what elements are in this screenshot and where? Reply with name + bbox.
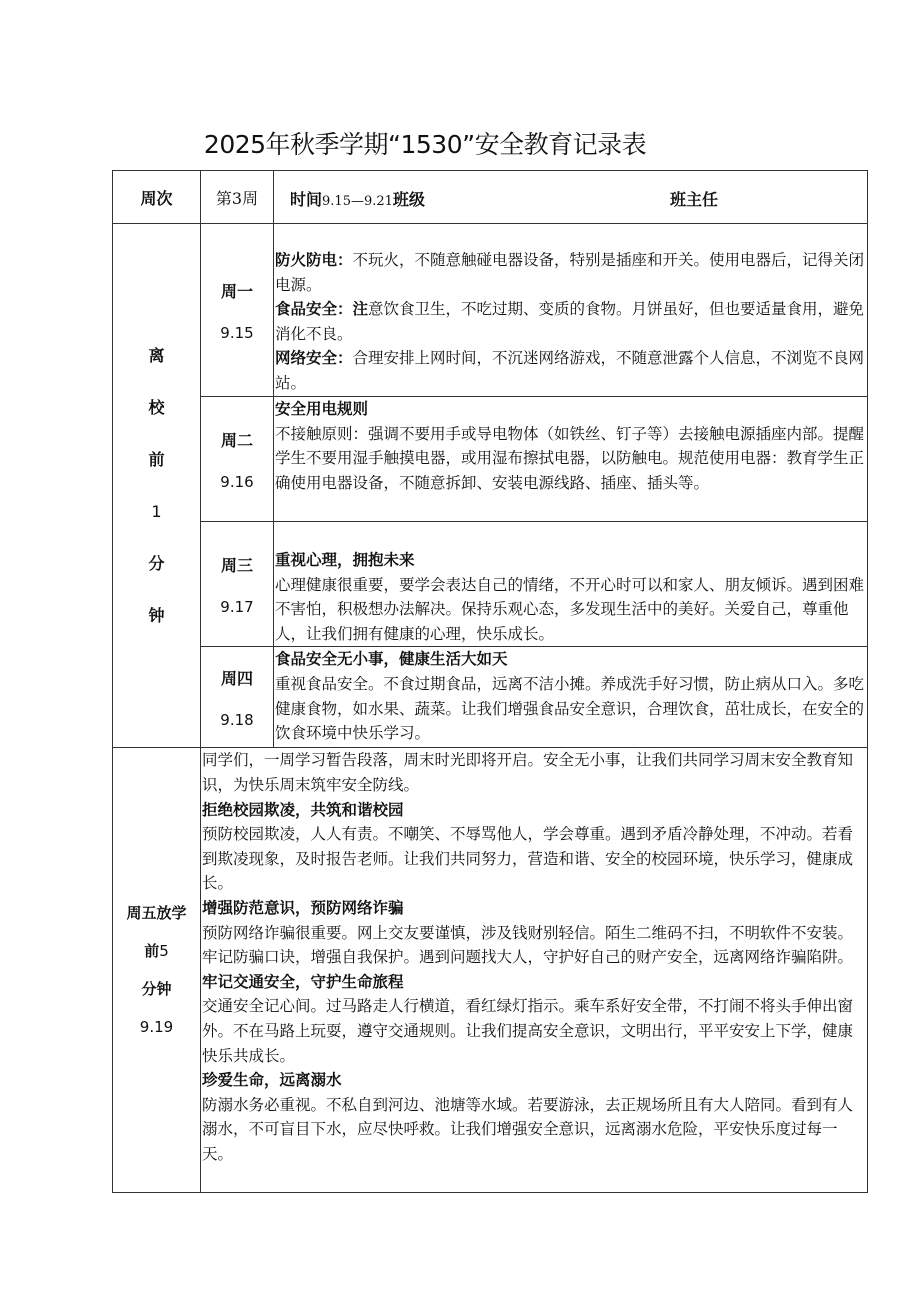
item-heading: 网络安全： xyxy=(275,349,353,368)
day-content xyxy=(274,522,868,647)
friday-body: 预防网络诈骗很重要。网上交友要谨慎，涉及钱财别轻信。陌生二维码不扫，不明软件不安装。牢记防骗口诀，增强自我保护。遇到问题找大人，守护好自己的财产安全，远离网络诈骗陷阱。 xyxy=(202,923,854,967)
week-value: 第3周 xyxy=(201,171,274,224)
friday-label-part: 前 xyxy=(144,942,160,961)
header-row xyxy=(113,171,868,224)
section-label-char: 1 xyxy=(151,501,162,521)
day-row-friday xyxy=(113,748,868,1193)
teacher-label: 班主任 xyxy=(670,190,719,209)
content-item xyxy=(275,346,865,395)
item-text: 合理安排上网时间，不沉迷网络游戏，不随意泄露个人信息，不浏览不良网站。 xyxy=(275,349,865,392)
section-label-char: 钟 xyxy=(148,605,165,625)
friday-body: 预防校园欺凌，人人有责。不嘲笑、不辱骂他人，学会尊重。遇到矛盾冷静处理，不冲动。若看到欺凌现象，及时报告老师。让我们共同努力，营造和谐、安全的校园环境，快乐学习，健康成长。 xyxy=(202,825,854,893)
content-body: 重视食品安全。不食过期食品，远离不洁小摊。养成洗手好习惯，防止病从口入。多吃健康食物，如水果、蔬菜。让我们增强食品安全意识，合理饮食，茁壮成长，在安全的饮食环境中快乐学习。 xyxy=(275,674,865,743)
day-content xyxy=(274,224,868,397)
item-text: 不玩火，不随意触碰电器设备，特别是插座和开关。使用电器后，记得关闭电源。 xyxy=(275,251,865,294)
friday-label xyxy=(113,748,201,1193)
class-label: 班级 xyxy=(392,190,425,209)
section-label-char: 前 xyxy=(148,449,165,469)
day-name: 周三 xyxy=(220,555,253,575)
time-class-group xyxy=(290,187,425,210)
time-label: 时间 xyxy=(290,190,323,209)
safety-record-table xyxy=(112,170,868,1193)
content-item xyxy=(275,248,865,297)
day-content xyxy=(274,647,868,748)
content-heading: 重视心理，拥抱未来 xyxy=(275,551,415,569)
day-name: 周一 xyxy=(220,281,253,301)
time-value: 9.15—9.21 xyxy=(322,194,393,209)
header-info xyxy=(274,171,868,224)
content-heading: 食品安全无小事，健康生活大如天 xyxy=(275,650,508,669)
content-body: 不接触原则：强调不要用手或导电物体（如铁丝、钉子等）去接触电源插座内部。提醒学生不要用湿手触摸电器，或用湿布擦拭电器，以防触电。规范使用电器：教育学生正确使用电器设备，不随意拆卸、安装电源线路、插座、插头等。 xyxy=(275,424,865,492)
day-content xyxy=(274,397,868,522)
section-label-char: 离 xyxy=(148,345,165,365)
day-cell xyxy=(201,224,274,397)
week-label: 周次 xyxy=(113,171,201,224)
day-name: 周四 xyxy=(220,668,253,688)
item-heading: 防火防电： xyxy=(275,251,353,269)
friday-body: 交通安全记心间。过马路走人行横道，看红绿灯指示。乘车系好安全带，不打闹不将头手伸出窗外。不在马路上玩耍，遵守交通规则。让我们提高安全意识，文明出行，平平安安上下学，健康快乐共成长。 xyxy=(202,997,854,1065)
day-date: 9.16 xyxy=(220,472,254,491)
day-date: 9.18 xyxy=(220,710,254,729)
day-date: 9.15 xyxy=(220,323,254,342)
section-before-leaving-label xyxy=(113,224,201,748)
friday-label-line: 分钟 xyxy=(141,980,172,999)
friday-label-line xyxy=(113,932,200,970)
page-title: 2025年秋季学期“1530”安全教育记录表 xyxy=(203,130,647,159)
day-cell xyxy=(201,647,274,748)
friday-body: 防溺水务必重视。不私自到河边、池塘等水域。若要游泳，去正规场所且有大人陪同。看到有人溺水，不可盲目下水，应尽快呼救。让我们增强安全意识，远离溺水危险，平安快乐度过每一天。 xyxy=(202,1095,854,1163)
content-item xyxy=(275,297,865,346)
friday-heading: 拒绝校园欺凌，共筑和谐校园 xyxy=(202,800,404,819)
section-label-char: 校 xyxy=(148,397,165,417)
day-cell xyxy=(201,397,274,522)
day-row-monday xyxy=(113,224,868,397)
friday-date: 9.19 xyxy=(139,1018,174,1037)
day-row-wednesday xyxy=(113,522,868,647)
item-text: 意饮食卫生，不吃过期、变质的食物。月饼虽好，但也要适量食用，避免消化不良。 xyxy=(275,300,865,343)
day-row-tuesday xyxy=(113,397,868,522)
content-heading: 安全用电规则 xyxy=(275,400,369,418)
friday-heading: 牢记交通安全，守护生命旅程 xyxy=(202,972,404,991)
friday-intro: 同学们，一周学习暂告段落，周末时光即将开启。安全无小事，让我们共同学习周末安全教育知识，为快乐周末筑牢安全防线。 xyxy=(202,751,854,794)
friday-heading: 增强防范意识，预防网络诈骗 xyxy=(202,898,404,917)
day-name: 周二 xyxy=(220,430,253,450)
section-label-char: 分 xyxy=(148,553,165,573)
friday-content xyxy=(201,748,868,1193)
item-heading: 食品安全：注 xyxy=(275,300,369,319)
friday-label-number: 5 xyxy=(159,942,169,961)
content-body: 心理健康很重要，要学会表达自己的情绪，不开心时可以和家人、朋友倾诉。遇到困难不害怕，积极想办法解决。保持乐观心态，多发现生活中的美好。关爱自己，尊重他人，让我们拥有健康的心理，快乐成长。 xyxy=(275,575,865,643)
day-cell xyxy=(201,522,274,647)
day-row-thursday xyxy=(113,647,868,748)
friday-label-line: 周五放学 xyxy=(126,904,187,923)
friday-heading: 珍爱生命，远离溺水 xyxy=(202,1071,342,1090)
day-date: 9.17 xyxy=(220,597,254,616)
